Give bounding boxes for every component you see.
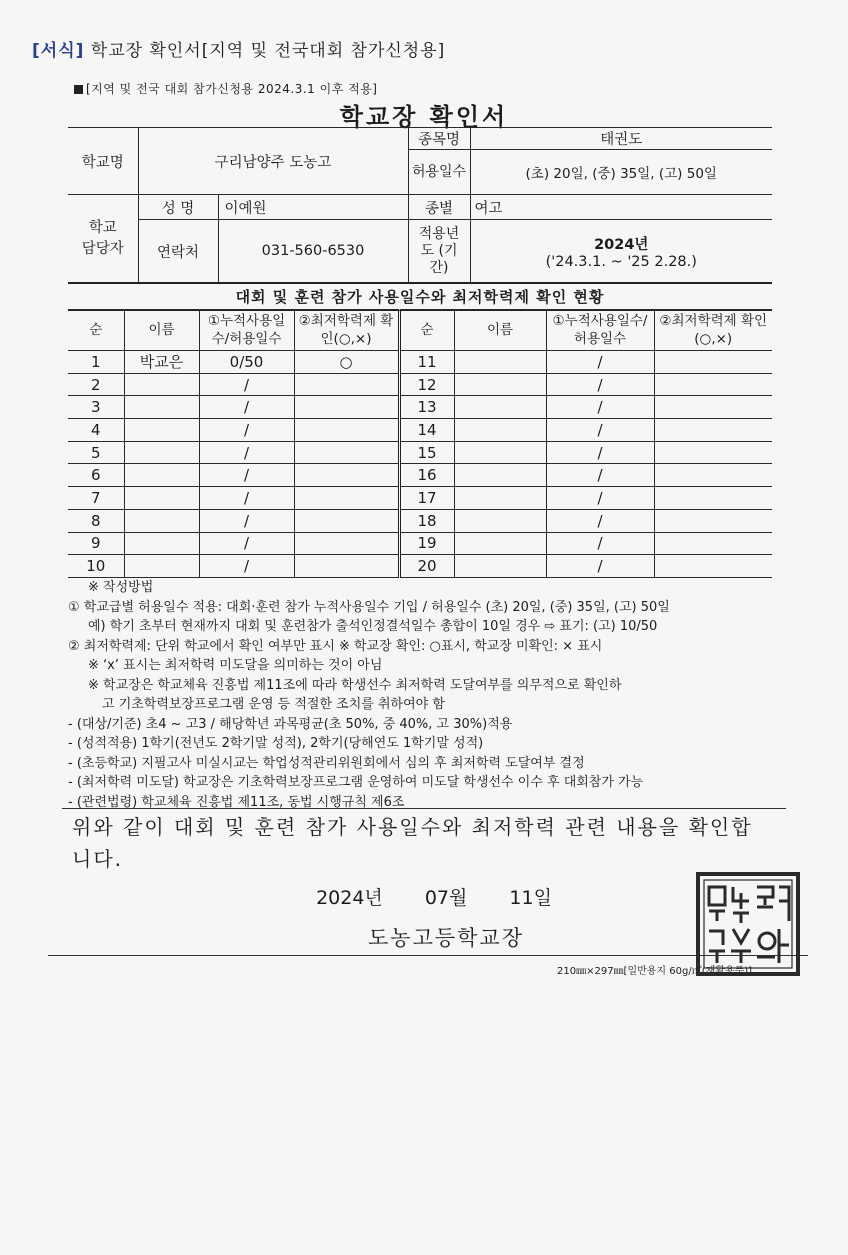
row-no-right: 12 (399, 373, 454, 396)
row-days-right: / (546, 509, 654, 532)
row-check-left: ○ (294, 351, 399, 374)
row-name-right (454, 396, 546, 419)
row-days-left: / (199, 509, 294, 532)
event-value: 태권도 (470, 128, 772, 150)
detail-4: - (최저학력 미도달) 학교장은 기초학력보장프로그램 운영하여 미도달 학생선수 이수 후 대회참가 가능 (68, 775, 644, 790)
status-rows (68, 351, 772, 578)
row-no-left: 6 (68, 464, 124, 487)
gender-value: 여고 (470, 195, 772, 220)
row-check-left (294, 464, 399, 487)
staff-label: 학교 담당자 (68, 195, 138, 283)
gender-label: 종별 (408, 195, 470, 220)
divider-bottom (48, 955, 808, 956)
row-name-left (124, 419, 199, 442)
date-month: 07월 (424, 887, 468, 909)
status-header-row (68, 310, 772, 351)
row-days-left: / (199, 555, 294, 578)
paper-spec: 210㎜×297㎜[일반용지 60g/㎡(재활용품)] (557, 966, 753, 977)
row-check-left (294, 396, 399, 419)
notes-title: ※ 작성방법 (88, 580, 154, 595)
row-days-right: / (546, 487, 654, 510)
row-no-left: 2 (68, 373, 124, 396)
row-check-left (294, 419, 399, 442)
note-2: ② 최저학력제: 단위 학교에서 확인 여부만 표시 ※ 학교장 확인: ○표시, 학교장 미확인: × 표시 (68, 638, 603, 654)
row-no-left: 7 (68, 487, 124, 510)
date-day: 11일 (509, 887, 552, 909)
status-row (68, 509, 772, 532)
note-1-example: 예) 학기 초부터 현재까지 대회 및 훈련참가 출석인정결석일수 총합이 10일 경우 ⇨ 표기: (고) 10/50 (88, 619, 658, 634)
confirm-text: 위와 같이 대회 및 훈련 참가 사용일수와 최저학력 관련 내용을 확인합니다. (72, 815, 753, 871)
status-row (68, 487, 772, 510)
row-name-left (124, 441, 199, 464)
school-label: 학교명 (68, 128, 138, 195)
note-3: ※ 학교장은 학교체육 진흥법 제11조에 따라 학생선수 최저학력 도달여부를 의무적으로 확인하 (88, 677, 622, 693)
row-name-left (124, 532, 199, 555)
row-days-right: / (546, 373, 654, 396)
row-days-left: / (199, 396, 294, 419)
row-name-left (124, 555, 199, 578)
status-row (68, 373, 772, 396)
divider-top (62, 808, 786, 809)
note-2-sub: ※ ‘x’ 표시는 최저학력 미도달을 의미하는 것이 아님 (88, 658, 383, 673)
event-label: 종목명 (408, 128, 470, 150)
row-days-right: / (546, 464, 654, 487)
row-check-right (654, 351, 772, 374)
row-no-left: 4 (68, 419, 124, 442)
name-label: 성 명 (138, 195, 218, 220)
row-days-right: / (546, 351, 654, 374)
year-value: 2024년 (594, 236, 649, 253)
row-check-left (294, 487, 399, 510)
status-row (68, 419, 772, 442)
row-check-right (654, 441, 772, 464)
row-days-left: / (199, 441, 294, 464)
row-no-right: 18 (399, 509, 454, 532)
principal-name: 도농고등학교장 (368, 926, 525, 950)
row-check-right (654, 396, 772, 419)
col-no-left: 순 (68, 310, 124, 351)
school-value: 구리남양주 도농고 (138, 128, 408, 195)
col-check-left: ②최저학력제 확인(○,×) (294, 310, 399, 351)
status-heading: 대회 및 훈련 참가 사용일수와 최저학력제 확인 현황 (68, 282, 772, 311)
row-name-left (124, 373, 199, 396)
row-name-left (124, 487, 199, 510)
form-label (32, 36, 445, 61)
page-title: 학교장 확인서 (339, 103, 509, 131)
row-check-right (654, 509, 772, 532)
row-check-left (294, 555, 399, 578)
col-name-left: 이름 (124, 310, 199, 351)
status-row (68, 464, 772, 487)
year-cell (470, 220, 772, 283)
row-days-right: / (546, 396, 654, 419)
period-value: ('24.3.1. ~ '25 2.28.) (545, 253, 697, 270)
row-name-right (454, 555, 546, 578)
contact-value: 031-560-6530 (218, 220, 408, 283)
school-seal-icon (695, 871, 801, 977)
row-name-right (454, 464, 546, 487)
status-table (68, 309, 772, 578)
instructions (68, 578, 788, 812)
row-no-right: 19 (399, 532, 454, 555)
row-days-right: / (546, 441, 654, 464)
contact-label: 연락처 (138, 220, 218, 283)
year-label: 적용년도 (기간) (408, 220, 470, 283)
row-days-right: / (546, 419, 654, 442)
status-row (68, 532, 772, 555)
row-name-left (124, 464, 199, 487)
col-no-right: 순 (399, 310, 454, 351)
row-days-left: / (199, 487, 294, 510)
row-no-right: 13 (399, 396, 454, 419)
row-no-right: 16 (399, 464, 454, 487)
form-title: 학교장 확인서[지역 및 전국대회 참가신청용] (90, 41, 446, 61)
row-name-right (454, 532, 546, 555)
row-days-left: / (199, 419, 294, 442)
row-days-right: / (546, 532, 654, 555)
status-row (68, 396, 772, 419)
row-check-right (654, 532, 772, 555)
row-check-right (654, 464, 772, 487)
row-check-right (654, 487, 772, 510)
name-value: 이예원 (218, 195, 408, 220)
note-1: ① 학교급별 허용일수 적용: 대회·훈련 참가 누적사용일수 기입 / 허용일수 (초) 20일, (중) 35일, (고) 50일 (68, 599, 670, 615)
info-table (68, 127, 772, 283)
detail-5: - (관련법령) 학교체육 진흥법 제11조, 동법 시행규칙 제6조 (68, 794, 405, 810)
subtitle-text: [지역 및 전국 대회 참가신청용 2024.3.1 이후 적용] (86, 82, 378, 96)
row-no-right: 11 (399, 351, 454, 374)
allowed-label: 허용일수 (408, 150, 470, 195)
row-check-left (294, 373, 399, 396)
row-name-right (454, 487, 546, 510)
row-no-left: 10 (68, 555, 124, 578)
row-check-left (294, 532, 399, 555)
row-name-right (454, 419, 546, 442)
row-no-right: 17 (399, 487, 454, 510)
row-no-right: 15 (399, 441, 454, 464)
row-days-left: 0/50 (199, 351, 294, 374)
status-row (68, 555, 772, 578)
row-check-right (654, 555, 772, 578)
detail-2: - (성적적용) 1학기(전년도 2학기말 성적), 2학기(당해연도 1학기말 성적) (68, 736, 484, 751)
row-name-left (124, 509, 199, 532)
detail-1: - (대상/기준) 초4 ~ 고3 / 해당학년 과목평균(초 50%, 중 40%, 고 30%)적용 (68, 716, 513, 732)
detail-3: - (초등학교) 지필고사 미실시교는 학업성적관리위원회에서 심의 후 최저학력 도달여부 결정 (68, 755, 585, 771)
row-no-left: 1 (68, 351, 124, 374)
row-days-left: / (199, 464, 294, 487)
row-name-left (124, 396, 199, 419)
row-no-right: 14 (399, 419, 454, 442)
form-tag: [서식] (32, 41, 85, 61)
row-no-left: 9 (68, 532, 124, 555)
row-no-left: 8 (68, 509, 124, 532)
row-days-left: / (199, 532, 294, 555)
row-name-right (454, 351, 546, 374)
row-days-left: / (199, 373, 294, 396)
row-name-left: 박교은 (124, 351, 199, 374)
status-row (68, 351, 772, 374)
row-days-right: / (546, 555, 654, 578)
row-no-left: 3 (68, 396, 124, 419)
row-name-right (454, 509, 546, 532)
row-name-right (454, 441, 546, 464)
row-no-left: 5 (68, 441, 124, 464)
row-check-right (654, 373, 772, 396)
row-check-left (294, 509, 399, 532)
col-check-right: ②최저학력제 확인(○,×) (654, 310, 772, 351)
col-days-left: ①누적사용일수/허용일수 (199, 310, 294, 351)
col-days-right: ①누적사용일수/허용일수 (546, 310, 654, 351)
row-no-right: 20 (399, 555, 454, 578)
allowed-value: (초) 20일, (중) 35일, (고) 50일 (470, 150, 772, 195)
row-name-right (454, 373, 546, 396)
row-check-left (294, 441, 399, 464)
note-3-cont: 고 기초학력보장프로그램 운영 등 적절한 조치를 취하여야 함 (102, 697, 445, 712)
date-year: 2024년 (316, 887, 383, 909)
subtitle (74, 80, 377, 97)
row-check-right (654, 419, 772, 442)
square-bullet-icon (74, 85, 83, 94)
status-row (68, 441, 772, 464)
col-name-right: 이름 (454, 310, 546, 351)
